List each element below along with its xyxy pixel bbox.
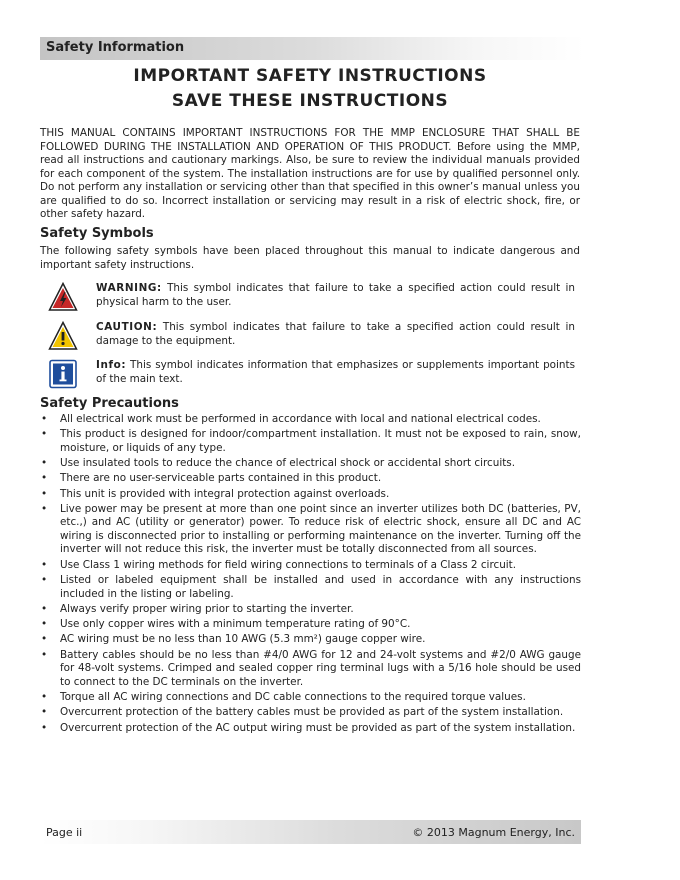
list-item: • Always verify proper wiring prior to starting the inverter. bbox=[40, 603, 581, 617]
list-item: • Overcurrent protection of the battery cables must be provided as part of the system installation. bbox=[40, 706, 581, 720]
info-label: Info: bbox=[96, 359, 127, 371]
page-title-line1: IMPORTANT SAFETY INSTRUCTIONS bbox=[133, 66, 487, 86]
list-item: • Overcurrent protection of the AC output wiring must be provided as part of the system installation. bbox=[40, 722, 581, 736]
info-symbol-row bbox=[48, 359, 580, 391]
copyright-notice: © 2013 Magnum Energy, Inc. bbox=[412, 826, 575, 839]
caution-exclamation-icon bbox=[48, 321, 78, 351]
safety-precautions-list bbox=[40, 413, 581, 737]
list-item: • All electrical work must be performed in accordance with local and national electrical codes. bbox=[40, 413, 581, 427]
list-item: • Battery cables should be no less than #4/0 AWG for 12 and 24-volt systems and #2/0 AWG gauge for 48-volt systems. Crimped and sealed copper ring terminal lugs with a 5/16 hole should be used to connect to the DC terminals on the inverter. bbox=[40, 649, 581, 690]
list-item: • Use insulated tools to reduce the chance of electrical shock or accidental short circuits. bbox=[40, 457, 581, 471]
list-item: • Live power may be present at more than one point since an inverter utilizes both DC (batteries, PV, etc.,) and AC (utility or generator) power. To reduce risk of electric shock, ensure all DC and AC wiring is disconnected prior to installing or performing maintenance on the inverter. Turning off the inverter will not reduce this risk, the inverter must be totally disconnected from all sources. bbox=[40, 503, 581, 557]
list-item: • Torque all AC wiring connections and DC cable connections to the required torque values. bbox=[40, 691, 581, 705]
warning-shock-icon bbox=[48, 282, 78, 312]
caution-symbol-row bbox=[48, 321, 580, 353]
list-item: • There are no user-serviceable parts contained in this product. bbox=[40, 472, 581, 486]
list-item: • Use only copper wires with a minimum temperature rating of 90°C. bbox=[40, 618, 581, 632]
safety-symbols-intro: The following safety symbols have been placed throughout this manual to indicate dangerous and important safety instructions. bbox=[40, 245, 580, 271]
info-icon bbox=[48, 359, 78, 389]
info-text: This symbol indicates information that emphasizes or supplements important points of the main text. bbox=[96, 359, 575, 385]
warning-description bbox=[96, 282, 575, 309]
caution-description bbox=[96, 321, 575, 348]
caution-text: This symbol indicates that failure to take a specified action could result in damage to the equipment. bbox=[96, 321, 575, 347]
page-number: Page ii bbox=[46, 826, 83, 839]
page-footer bbox=[40, 820, 581, 844]
list-item: • Use Class 1 wiring methods for field wiring connections to terminals of a Class 2 circuit. bbox=[40, 559, 581, 573]
caution-label: CAUTION: bbox=[96, 321, 158, 333]
list-item: • AC wiring must be no less than 10 AWG (5.3 mm²) gauge copper wire. bbox=[40, 633, 581, 647]
safety-precautions-heading: Safety Precautions bbox=[40, 396, 179, 411]
warning-symbol-row bbox=[48, 282, 580, 314]
intro-paragraph: THIS MANUAL CONTAINS IMPORTANT INSTRUCTIONS FOR THE MMP ENCLOSURE THAT SHALL BE FOLLOWED DURING THE INSTALLATION AND OPERATION OF THIS PRODUCT. Before using the MMP, read all instructions and cautionary markings. Also, be sure to review the individual manuals provided for each component of the system. The installation instructions are for use by qualified personnel only. Do not perform any installation or servicing other than that specified in this owner’s manual unless you are qualified to do so. Incorrect installation or servicing may result in a risk of electric shock, fire, or other safety hazard. bbox=[40, 127, 580, 220]
section-header-title: Safety Information bbox=[46, 40, 185, 55]
warning-label: WARNING: bbox=[96, 282, 162, 294]
page-title-line2: SAVE THESE INSTRUCTIONS bbox=[171, 91, 449, 111]
list-item: • This unit is provided with integral protection against overloads. bbox=[40, 488, 581, 502]
list-item: • Listed or labeled equipment shall be installed and used in accordance with any instructions included in the listing or labeling. bbox=[40, 574, 581, 601]
safety-symbols-heading: Safety Symbols bbox=[40, 226, 154, 241]
section-header-bar bbox=[40, 37, 585, 60]
info-description bbox=[96, 359, 575, 386]
list-item: • This product is designed for indoor/compartment installation. It must not be exposed to rain, snow, moisture, or liquids of any type. bbox=[40, 428, 581, 455]
warning-text: This symbol indicates that failure to take a specified action could result in physical harm to the user. bbox=[96, 282, 575, 308]
